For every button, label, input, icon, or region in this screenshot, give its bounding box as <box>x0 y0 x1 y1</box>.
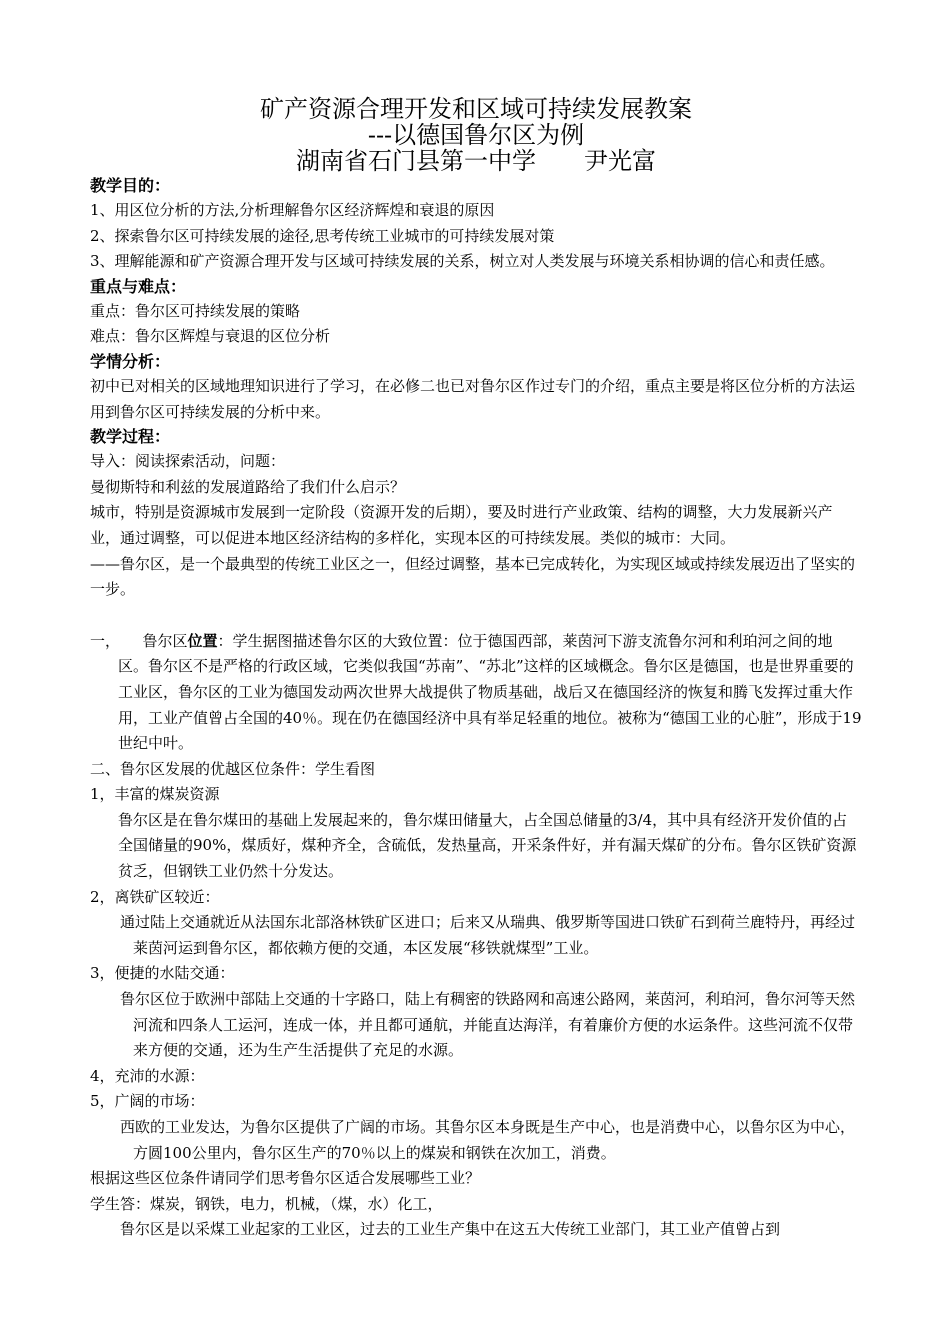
process-intro: 导入：阅读探索活动，问题： <box>90 452 286 471</box>
condition-4-title: 4，充沛的水源： <box>90 1066 205 1085</box>
condition-3-title: 3，便捷的水陆交通： <box>90 964 235 983</box>
goals-heading: 教学目的： <box>90 176 171 195</box>
condition-2-title: 2，离铁矿区较近： <box>90 887 220 906</box>
title-line-3: 湖南省石门县第一中学 尹光富 <box>296 147 656 175</box>
section-1-bold: 位置 <box>187 631 218 650</box>
last-paragraph: 鲁尔区是以采煤工业起家的工业区，过去的工业生产集中在这五大传统工业部门，其工业产值曾占到 <box>120 1220 781 1239</box>
process-question: 曼彻斯特和利兹的发展道路给了我们什么启示？ <box>90 477 406 496</box>
process-paragraph-2: ——鲁尔区，是一个最典型的传统工业区之一，但经过调整，基本已完成转化，为实现区域或持续发展迈出了坚实的一步。 <box>90 554 856 599</box>
title-line-2: ---以德国鲁尔区为例 <box>367 121 585 149</box>
section-1-number: 一， 鲁尔区 <box>90 631 188 650</box>
condition-1-text: 鲁尔区是在鲁尔煤田的基础上发展起来的，鲁尔煤田储量大，占全国总储量的3/4，其中具有经济开发价值的占全国储量的90%，煤质好，煤种齐全，含硫低，发热量高，开采条件好，并有漏天煤矿的分布。鲁尔区铁矿资源贫乏，但钢铁工业仍然十分发达。 <box>118 810 857 881</box>
goal-item-2: 2、探索鲁尔区可持续发展的途径,思考传统工业城市的可持续发展对策 <box>90 226 555 245</box>
condition-3-text: 鲁尔区位于欧洲中部陆上交通的十字路口，陆上有稠密的铁路网和高速公路网，莱茵河，利珀河，鲁尔河等天然河流和四条人工运河，连成一体，并且都可通航，并能直达海洋，有着廉价方便的水运条件。这些河流不仅带来方便的交通，还为生产生活提供了充足的水源。 <box>120 990 856 1060</box>
document-body <box>90 96 862 1243</box>
analysis-heading: 学情分析： <box>90 351 171 371</box>
analysis-text: 初中已对相关的区域地理知识进行了学习，在必修二也已对鲁尔区作过专门的介绍，重点主要是将区位分析的方法运用到鲁尔区可持续发展的分析中来。 <box>90 376 856 421</box>
condition-5-text: 西欧的工业发达，为鲁尔区提供了广阔的市场。其鲁尔区本身既是生产中心，也是消费中心，以鲁尔区为中心，方圆100公里内，鲁尔区生产的70％以上的煤炭和钢铁在次加工，消费。 <box>120 1118 856 1162</box>
spacer <box>90 603 862 629</box>
title-line-1: 矿产资源合理开发和区域可持续发展教案 <box>260 95 692 123</box>
question-2: 根据这些区位条件请同学们思考鲁尔区适合发展哪些工业？ <box>90 1169 481 1188</box>
key-heading: 重点与难点： <box>90 276 187 296</box>
condition-1-title: 1，丰富的煤炭资源 <box>90 785 220 804</box>
process-heading: 教学过程： <box>90 427 171 447</box>
key-difficulty: 难点：鲁尔区辉煌与衰退的区位分析 <box>90 327 331 346</box>
section-1-text: ：学生据图描述鲁尔区的大致位置：位于德国西部，莱茵河下游支流鲁尔河和利珀河之间的地区。鲁尔区不是严格的行政区域，它类似我国“苏南”、“苏北”这样的区域概念。鲁尔区是德国，也是世界重要的工业区，鲁尔区的工业为德国发动两次世界大战提供了物质基础，战后又在德国经济的恢复和腾飞发挥过重大作用，工业产值曾占全国的40％。现在仍在德国经济中具有举足轻重的地位。被称为“德国工业的心脏”，形成于19世纪中叶。 <box>118 631 862 753</box>
section-1-location <box>90 629 862 757</box>
condition-2-text: 通过陆上交通就近从法国东北部洛林铁矿区进口；后来又从瑞典、俄罗斯等国进口铁矿石到荷兰鹿特丹，再经过莱茵河运到鲁尔区，都依赖方便的交通，本区发展“移铁就煤型”工业。 <box>120 913 856 957</box>
section-2-heading: 二、鲁尔区发展的优越区位条件：学生看图 <box>90 759 376 778</box>
goal-item-3: 3、理解能源和矿产资源合理开发与区域可持续发展的关系，树立对人类发展与环境关系相协调的信心和责任感。 <box>90 252 835 271</box>
student-answer: 学生答：煤炭，钢铁，电力，机械，（煤，水）化工， <box>90 1194 443 1213</box>
condition-5-title: 5，广阔的市场： <box>90 1092 205 1111</box>
goal-item-1: 1、用区位分析的方法,分析理解鲁尔区经济辉煌和衰退的原因 <box>90 201 495 219</box>
document-title <box>90 96 862 174</box>
key-focus: 重点：鲁尔区可持续发展的策略 <box>90 301 301 320</box>
process-paragraph-1: 城市，特别是资源城市发展到一定阶段（资源开发的后期），要及时进行产业政策、结构的调整，大力发展新兴产业，通过调整，可以促进本地区经济结构的多样化，实现本区的可持续发展。类似的城市：大同。 <box>90 503 833 547</box>
